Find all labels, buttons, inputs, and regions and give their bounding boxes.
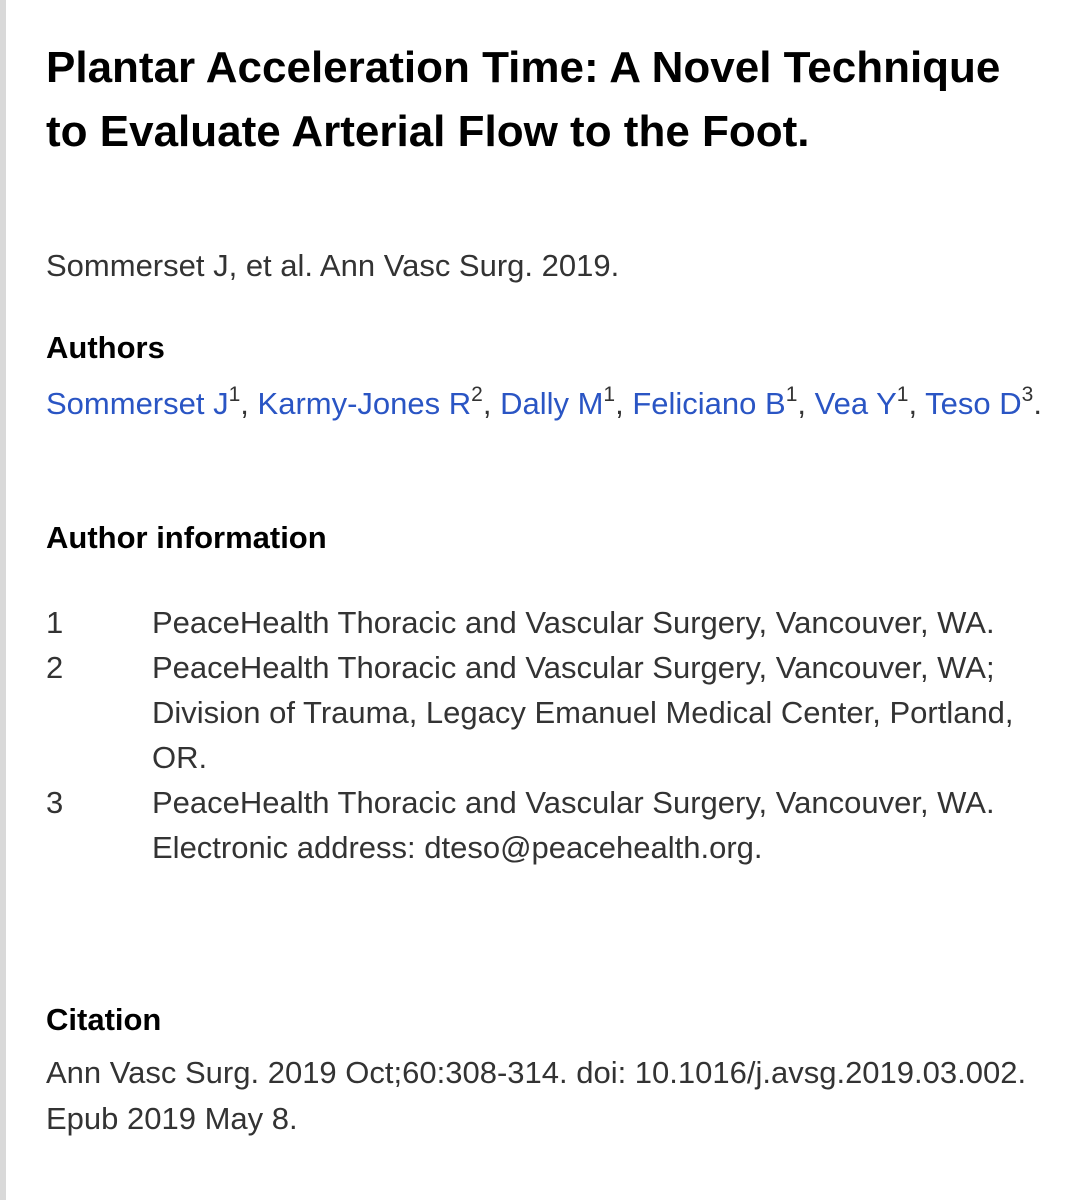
article-title: Plantar Acceleration Time: A Novel Technique to Evaluate Arterial Flow to the Foot. — [46, 43, 1001, 156]
author-separator: , — [615, 386, 633, 421]
affiliation-text: PeaceHealth Thoracic and Vascular Surgery, Vancouver, WA. Electronic address: dteso@peacehealth.org. — [152, 785, 995, 865]
affiliation-superscript: 1 — [785, 382, 798, 406]
author-link[interactable]: Teso D — [925, 386, 1022, 421]
affiliation-text: PeaceHealth Thoracic and Vascular Surgery, Vancouver, WA. — [152, 605, 995, 640]
author-separator: , — [797, 386, 815, 421]
chevron-down-icon[interactable] — [24, 0, 44, 6]
citation-text: Ann Vasc Surg. 2019 Oct;60:308-314. doi: 10.1016/j.avsg.2019.03.002. Epub 2019 May 8. — [46, 1055, 1027, 1136]
left-border — [0, 0, 6, 1200]
affiliation-item — [46, 600, 1066, 645]
affiliations-list — [46, 600, 1066, 870]
author-link[interactable]: Dally M — [500, 386, 604, 421]
affiliation-number: 1 — [46, 605, 64, 640]
authors-list — [46, 378, 1066, 430]
authors-heading: Authors — [46, 330, 165, 365]
author-link[interactable]: Feliciano B — [632, 386, 786, 421]
affiliation-text: PeaceHealth Thoracic and Vascular Surgery, Vancouver, WA; Division of Trauma, Legacy Emanuel Medical Center, Portland, OR. — [152, 650, 1014, 775]
affiliation-number: 3 — [46, 785, 64, 820]
affiliation-number: 2 — [46, 650, 64, 685]
author-separator: , — [240, 386, 258, 421]
affiliation-item — [46, 780, 1066, 870]
affiliation-superscript: 1 — [603, 382, 616, 406]
short-citation: Sommerset J, et al. Ann Vasc Surg. 2019. — [46, 248, 620, 283]
author-separator: . — [1033, 386, 1042, 421]
affiliation-superscript: 3 — [1021, 382, 1034, 406]
citation-heading: Citation — [46, 1002, 162, 1037]
author-link[interactable]: Karmy-Jones R — [257, 386, 472, 421]
author-separator: , — [908, 386, 926, 421]
affiliation-superscript: 1 — [896, 382, 909, 406]
author-link[interactable]: Vea Y — [814, 386, 897, 421]
affiliation-item — [46, 645, 1066, 780]
affiliation-superscript: 1 — [228, 382, 241, 406]
affiliation-superscript: 2 — [471, 382, 483, 406]
author-information-heading[interactable]: Author information — [46, 520, 327, 555]
author-separator: , — [482, 386, 501, 421]
author-link[interactable]: Sommerset J — [46, 386, 229, 421]
